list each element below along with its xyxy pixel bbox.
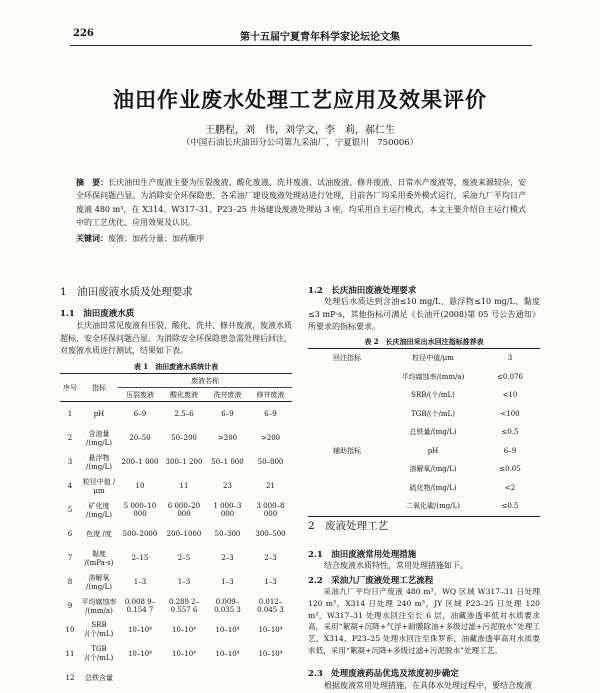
table-1-cell: 2 xyxy=(67,433,73,442)
table-1-cell: 1–3 xyxy=(264,577,277,586)
table-2-row xyxy=(308,497,540,516)
table-1-col-header: 修井废液 xyxy=(256,390,285,399)
section-2-2-paragraph: 采油九厂平均日产废液 480 m³，WQ 区域 W317–31 日处理 120 m³，X314 日处理 240 m³，JY 区域 P23–25 日处理 120 m³，W317–31 处理水回注至长 6 层，油藏渗透率低对水质要求高，采用“絮凝+沉降+气浮+耐膜除油+多级过滤+污泥脱水”处理工艺，X314、P23–25 处理水回注至侏罗系，油藏渗透率高对水质要求低，采用“絮凝+沉降+多级过滤+污泥脱水”处理工艺。 xyxy=(308,587,540,655)
table-1-cell: 200–1 000 xyxy=(121,457,159,466)
table-1-cell: 悬浮物 /(mg/L) xyxy=(86,453,112,471)
table-1-row xyxy=(60,546,292,570)
table-1-row xyxy=(60,402,292,426)
table-1-cell: 2–3 xyxy=(264,553,277,562)
table-2-group-cell: 回注指标 xyxy=(333,354,361,363)
table-1-cell: 2–3 xyxy=(221,553,234,562)
table-2-value-cell: ≤0.076 xyxy=(497,372,523,381)
table-1-cell: 2–5 xyxy=(177,553,191,562)
table-2-name-cell: SRB/(个/mL) xyxy=(411,391,455,400)
table-1-cell: 含油量 /(mg/L) xyxy=(86,429,112,447)
table-1-cell: 3 000–8 000 xyxy=(256,501,285,518)
table-1-cell: 总铁含量 xyxy=(85,673,113,682)
section-2-1-paragraph: 结合废液水质特性，常用处理措施如下。 xyxy=(324,561,468,570)
table-1-col-header: 洗井废液 xyxy=(213,390,242,399)
table-1-cell: 50–200 xyxy=(171,433,197,442)
table-1-cell: TGB /(个/mL) xyxy=(84,644,114,662)
table-1-cell xyxy=(206,666,249,690)
table-1-cell: 9 xyxy=(67,601,73,610)
table-1-row xyxy=(60,498,292,522)
table-1-cell: 5 xyxy=(67,505,73,514)
header-rule xyxy=(70,45,532,46)
section-2-2-heading: 2.2 采油九厂废液处理工艺流程 xyxy=(308,576,434,586)
table-2-group-cell xyxy=(308,368,386,387)
section-2-1-heading: 2.1 油田废液常用处理措施 xyxy=(308,550,417,560)
section-1-heading: 1 油田废液水质及处理要求 xyxy=(60,286,193,298)
table-1-cell: 5 000–10 000 xyxy=(123,501,157,518)
table-1-cell: 平均腐蚀率 /(mm/a) xyxy=(81,597,117,615)
table-1-row xyxy=(60,522,292,546)
table-1-caption: 表 1 油田废液水质统计表 xyxy=(133,362,219,371)
table-2-row xyxy=(308,460,540,479)
table-2-name-cell: 溶解氧/(mg/L) xyxy=(409,465,457,474)
table-2-name-cell: 平均腐蚀率/(mm/a) xyxy=(401,372,465,381)
table-2-row xyxy=(308,479,540,498)
table-1-cell: 1–3 xyxy=(133,577,147,586)
table-1-row xyxy=(60,450,292,474)
table-1-row xyxy=(60,570,292,594)
table-1-cell: 溶解氧 /(mg/L) xyxy=(86,573,112,591)
table-1-cell: 20–50 xyxy=(129,433,151,442)
table-1-cell: 3 xyxy=(67,457,73,466)
table-1-cell: 0.009– 0.035 3 xyxy=(214,597,241,614)
table-2-value-cell: <2 xyxy=(504,483,516,492)
section-1-2-heading: 1.2 长庆油田废液处理要求 xyxy=(308,286,417,296)
table-1-row xyxy=(60,666,292,690)
table-1-header-no: 序号 xyxy=(63,383,77,392)
table-2-name-cell: TGB/(个/mL) xyxy=(411,409,455,418)
table-1-row xyxy=(60,594,292,618)
table-2-value-cell: 6–9 xyxy=(503,446,517,455)
section-2-heading: 2 废液处理工艺 xyxy=(308,520,389,532)
table-1-col-header: 压裂废液 xyxy=(126,390,154,399)
section-1-1-paragraph: 长庆油田常见废液有压裂、酸化、洗井、修井废液，废液水质超标，安全环保问题凸显。为消除安全环保隐患急需处理后回注，对废液水质进行测试，结果如下表。 xyxy=(60,321,292,355)
table-1-cell: 10–10⁴ xyxy=(127,625,153,634)
table-1-cell: 200–1000 xyxy=(166,529,202,538)
table-2-value-cell: ≤0.5 xyxy=(501,502,519,511)
table-1-cell: 6–9 xyxy=(264,409,277,418)
table-1-cell: 23 xyxy=(223,481,232,490)
table-1-cell: 6 xyxy=(67,529,73,538)
table-2-value-cell: ≤0.5 xyxy=(501,428,519,437)
table-2-group-cell: 辅助指标 xyxy=(333,446,361,455)
abstract xyxy=(76,176,526,230)
table-1-cell: 10–10⁴ xyxy=(215,649,240,658)
table-2-row xyxy=(308,386,540,405)
table-1-cell: 6–9 xyxy=(221,409,234,418)
abstract-text: 长庆油田生产废液主要为压裂废液、酸化废液、洗井废液、试油废液、修井废液、日常水产废液等，废液来源较杂，安全环保问题凸显。为消除安全环保隐患，各采油厂建设废液处理站进行处理，目前各厂均采用委外模式运行，采油九厂平均日产废液 480 m³，在 X314、W317–31、P23–25 井场建设废液处理站 3 座，均采用自主运行模式，本文主要介绍自主运行模式中的工艺优化、应用效果及认识。 xyxy=(76,178,527,228)
table-1-cell: 10–10⁴ xyxy=(258,625,283,634)
table-2-name-cell: 粒径中值/μm xyxy=(412,354,454,363)
keywords xyxy=(76,233,204,244)
table-2-row xyxy=(308,368,540,387)
table-1-cell: 300–500 xyxy=(255,529,286,538)
table-2-row xyxy=(308,423,540,442)
table-1-cell: >200 xyxy=(260,433,281,442)
table-1-cell: 4 xyxy=(67,481,73,490)
table-2-group-cell xyxy=(308,423,386,442)
table-1-col-header: 酸化废液 xyxy=(170,390,198,399)
table-2-row xyxy=(308,405,540,424)
table-2-group-cell xyxy=(308,497,386,516)
table-2 xyxy=(308,348,540,517)
section-2-3-heading: 2.3 处理废液药品优选及浓度初步确定 xyxy=(308,669,459,679)
table-1-cell: 粒径中值 /μm xyxy=(82,477,116,495)
keywords-label: 关键词： xyxy=(76,233,108,243)
table-1-cell: 0.012– 0.045 3 xyxy=(257,597,284,614)
table-1-cell: 0.008 9– 0.154 7 xyxy=(124,597,156,614)
table-2-caption: 表 2 长庆油田采出水回注指标推荐表 xyxy=(364,337,484,346)
table-1-cell xyxy=(162,666,206,690)
table-1-cell: 50–1 000 xyxy=(211,457,244,466)
table-1-header-group: 废液名称 xyxy=(118,374,292,388)
table-1-cell: 300–1 200 xyxy=(165,457,203,466)
paper-title: 油田作业废水处理工艺应用及效果评价 xyxy=(113,87,487,112)
paper-affiliation: （中国石油长庆油田分公司第九采油厂，宁夏银川 750006） xyxy=(181,138,419,148)
table-1-cell: 7 xyxy=(67,553,73,562)
table-1-cell: 1–3 xyxy=(177,577,191,586)
table-1-cell: 11 xyxy=(179,481,189,490)
table-2-group-cell xyxy=(308,479,386,498)
table-1-cell: 1–3 xyxy=(221,577,234,586)
table-1-cell: >200 xyxy=(217,433,238,442)
table-1 xyxy=(60,373,292,690)
table-1-cell: 10–10⁴ xyxy=(215,625,240,634)
table-1-header-index: 指标 xyxy=(92,383,106,392)
table-1-cell: 12 xyxy=(65,673,75,682)
table-1-cell: 1 000–3 000 xyxy=(213,501,242,518)
table-2-value-cell: <100 xyxy=(500,409,520,418)
table-2-name-cell: 硫化物/(mg/L) xyxy=(409,483,457,492)
table-2-value-cell: 3 xyxy=(507,354,513,363)
table-1-cell: 0.289 2– 0.557 6 xyxy=(168,597,200,614)
table-1-cell: 10–10⁴ xyxy=(127,649,153,658)
table-1-cell: 色度 /度 xyxy=(86,529,112,538)
table-1-cell: 6–9 xyxy=(133,409,147,418)
table-1-cell: 2–15 xyxy=(131,553,149,562)
table-1-cell: 黏度 /(mPa·s) xyxy=(84,549,114,567)
table-1-cell: 10 xyxy=(65,625,75,634)
table-2-row xyxy=(308,442,540,461)
table-1-cell: pH xyxy=(93,409,105,418)
table-1-cell: SRB /(个/mL) xyxy=(84,620,114,638)
table-2-name-cell: pH xyxy=(427,446,439,455)
page-number: 226 xyxy=(73,28,94,39)
table-1-cell: 21 xyxy=(266,481,275,490)
table-1-row xyxy=(60,426,292,450)
table-1-row xyxy=(60,474,292,498)
table-1-cell: 500–2000 xyxy=(122,529,158,538)
table-1-cell: 2.5–6 xyxy=(174,409,194,418)
table-1-cell: 10–10⁴ xyxy=(258,649,283,658)
table-2-group-cell xyxy=(308,460,386,479)
table-1-row xyxy=(60,618,292,642)
table-1-cell: 10–10⁴ xyxy=(171,625,197,634)
table-1-cell: 矿化度 /(mg/L) xyxy=(86,501,112,519)
table-2-row xyxy=(308,349,540,368)
table-2-value-cell: <10 xyxy=(502,391,518,400)
table-1-cell xyxy=(118,666,162,690)
table-1-cell: 10–10⁴ xyxy=(171,649,197,658)
table-1-cell: 50–800 xyxy=(257,457,284,466)
abstract-label: 摘 要： xyxy=(76,177,109,187)
section-1-2-paragraph: 处理后水质达到含油≤10 mg/L、悬浮物≤10 mg/L、黏度≤3 mP·s，其他指标可满足《长油开(2008)第 05 号公告通知》所要求的指标要求。 xyxy=(308,297,540,331)
table-1-cell: 11 xyxy=(65,649,75,658)
table-1-cell: 10 xyxy=(135,481,145,490)
keywords-text: 废液；加药分量；加药顺序 xyxy=(108,234,204,243)
table-1-row xyxy=(60,642,292,666)
section-2-3-paragraph: 根据废液常用处理措施，在具体水处理过程中，要结合废液 xyxy=(324,681,532,690)
table-2-value-cell: ≤0.05 xyxy=(499,465,521,474)
section-1-1-heading: 1.1 油田废液水质 xyxy=(60,309,135,319)
table-2-group-cell xyxy=(308,405,386,424)
table-1-cell: 8 xyxy=(67,577,73,586)
table-2-name-cell: 二氧化碳/(mg/L) xyxy=(406,502,460,511)
running-header: 第十五届宁夏青年科学家论坛论文集 xyxy=(240,32,400,43)
table-1-cell xyxy=(249,666,292,690)
table-1-cell: 1 xyxy=(67,409,73,418)
table-2-name-cell: 总铁量/(mg/L) xyxy=(409,428,457,437)
table-1-cell: 50–300 xyxy=(214,529,241,538)
table-2-group-cell xyxy=(308,386,386,405)
table-1-cell: 6 000–20 000 xyxy=(167,501,201,518)
paper-authors: 王鹏程，刘 伟，刘学文，李 莉，郝仁生 xyxy=(205,125,395,136)
